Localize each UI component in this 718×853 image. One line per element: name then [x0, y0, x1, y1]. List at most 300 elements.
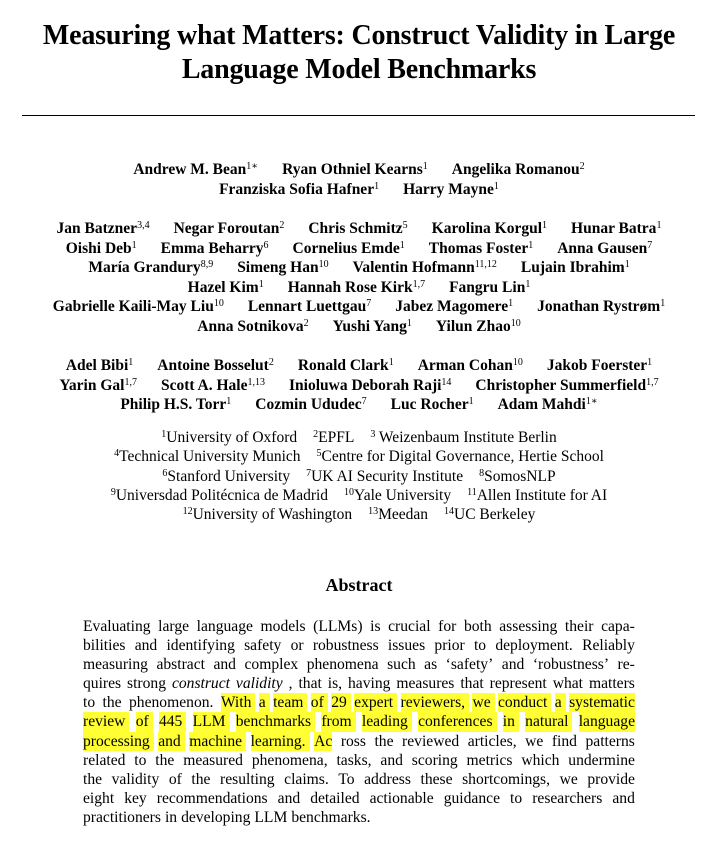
abstract-word: that [298, 675, 322, 693]
author-line [0, 297, 718, 317]
author-name: Christopher Summerfield [475, 376, 647, 394]
author-affiliation-mark: 1 [226, 396, 232, 407]
author-name: Chris Schmitz [308, 220, 403, 237]
affiliation [313, 428, 354, 447]
author-affiliation-mark: 2 [303, 317, 309, 329]
author-affiliation-mark: 11,12 [474, 259, 497, 270]
abstract-word: of [168, 770, 182, 788]
abstract-word: capa- [601, 618, 635, 635]
author [161, 239, 269, 259]
abstract-word: guidance [443, 789, 500, 807]
abstract-word: articles, [467, 732, 517, 750]
abstract-line [83, 732, 635, 751]
author-name: Adam Mahdi [497, 396, 586, 413]
abstract-word: as [424, 656, 438, 674]
affiliation [183, 505, 352, 524]
author-name: Emma Beharry [160, 239, 264, 257]
abstract-word: and [277, 789, 301, 807]
highlighted-word: benchmarks [235, 713, 312, 731]
title-rule [22, 115, 695, 116]
author-affiliation-mark: 1 [493, 180, 499, 192]
abstract-word: developing [181, 808, 251, 826]
abstract-word: to [83, 694, 96, 712]
affiliation-number: 9 [110, 486, 116, 498]
affiliation-name: Meedan [378, 506, 429, 524]
affiliation-number: 13 [368, 506, 379, 518]
author-line [0, 395, 718, 415]
author [391, 395, 474, 415]
abstract-word: in [164, 808, 178, 826]
abstract-word: the [191, 770, 211, 788]
author-name: Harry Mayne [403, 180, 494, 198]
author [475, 376, 658, 396]
highlighted-word: of [310, 694, 324, 712]
abstract-line [83, 789, 635, 808]
abstract-word: language [196, 618, 253, 635]
author-line [0, 317, 718, 337]
author-affiliation-mark: 1 [660, 298, 666, 309]
author-affiliation-mark: 10 [512, 357, 523, 368]
author-affiliation-mark: 1 [399, 239, 405, 251]
affiliation-number: 3 [370, 429, 376, 440]
highlighted-word: team [273, 694, 304, 712]
author-name: Luc Rocher [390, 396, 469, 413]
abstract-word: for [438, 618, 457, 635]
abstract-word: matters [588, 675, 635, 693]
highlighted-word: 445 [158, 713, 183, 731]
affiliation-number: 2 [313, 429, 319, 440]
author-name: Karolina Korgul [431, 220, 543, 237]
author-name: Jakob Foerster [546, 357, 648, 374]
author-affiliation-mark: 2 [579, 161, 585, 172]
author-name: Inioluwa Deborah Raji [288, 376, 442, 394]
abstract-word: validity [235, 675, 283, 693]
highlighted-word: we [472, 694, 491, 712]
author-affiliation-mark: 1 [624, 259, 630, 270]
abstract-word: the [374, 732, 394, 750]
author-name: Yilun Zhao [435, 317, 511, 335]
author-affiliation-mark: 1 [647, 357, 653, 368]
affiliation [467, 486, 607, 505]
author-group [0, 356, 718, 415]
author-affiliation-mark: 1,7 [124, 376, 137, 388]
author-affiliation-mark: 1 [388, 357, 394, 368]
highlighted-word: review [83, 713, 126, 731]
abstract-heading: Abstract [325, 575, 393, 595]
abstract-word: ross [340, 732, 366, 750]
author-name: Ryan Othniel Kearns [282, 161, 423, 178]
author-affiliation-mark: 1 [128, 357, 134, 368]
affiliation-name: Allen Institute for AI [476, 486, 608, 504]
author [219, 180, 379, 200]
highlighted-word: and [158, 732, 181, 750]
abstract-word: the [155, 751, 175, 769]
author [429, 239, 533, 259]
abstract-word: is [370, 618, 381, 635]
author-name: Jan Batzner [56, 220, 138, 237]
author-affiliation-mark: 1 [542, 220, 548, 231]
abstract-word: identifying [166, 637, 235, 655]
affiliation [444, 505, 535, 524]
abstract-word: abstract [156, 656, 205, 674]
author [282, 160, 428, 180]
abstract-word: provide [587, 770, 635, 788]
author-affiliation-mark: 1 [131, 239, 137, 251]
author [436, 317, 521, 337]
author-name: Thomas Foster [428, 239, 529, 257]
author-name: Jabez Magomere [395, 298, 509, 315]
author-affiliation-mark: 7 [361, 396, 367, 407]
abstract-line [83, 770, 635, 789]
abstract-word: and [612, 789, 635, 807]
abstract-word: Evaluating [83, 618, 151, 635]
affiliation [344, 486, 451, 505]
author-name: Antoine Bosselut [157, 357, 269, 374]
abstract-word: issues [387, 637, 426, 655]
highlighted-word: conferences [418, 713, 493, 731]
highlighted-word: processing [83, 732, 150, 750]
affiliation-list [0, 428, 718, 524]
highlighted-word: expert [354, 694, 394, 712]
author-name: Jonathan Rystrøm [537, 298, 661, 315]
affiliation-number: 11 [467, 486, 477, 498]
abstract-word: represent [489, 675, 547, 693]
author [174, 219, 285, 239]
affiliation [368, 505, 428, 524]
author-affiliation-mark: 14 [441, 376, 452, 388]
affiliation-line [0, 486, 718, 505]
abstract-word: and [213, 656, 236, 674]
abstract-word: these [420, 770, 453, 788]
affiliation [317, 447, 604, 466]
highlighted-word: of [135, 713, 149, 731]
author-affiliation-mark: 1 [406, 317, 412, 329]
author-line [0, 376, 718, 396]
abstract-word: strong [127, 675, 167, 693]
author-affiliation-mark: 2 [279, 220, 285, 231]
affiliation-line [0, 467, 718, 486]
author-line [0, 219, 718, 239]
author [403, 180, 499, 200]
author [133, 160, 258, 180]
abstract-word: safety [244, 637, 282, 655]
abstract-word: is, [327, 675, 343, 693]
abstract-word: , [288, 675, 293, 693]
abstract-word: assessing [499, 618, 558, 635]
affiliation-name: Universdad Politécnica de Madrid [115, 486, 329, 504]
abstract-word: having [347, 675, 391, 693]
abstract-word: actionable [369, 789, 434, 807]
affiliation-number: 6 [162, 467, 168, 479]
abstract-word: validity [111, 770, 160, 788]
affiliation-name: SomosNLP [484, 467, 556, 485]
abstract-word: metrics [466, 751, 513, 769]
affiliation-number: 4 [114, 448, 120, 460]
author-name: Angelika Romanou [451, 161, 580, 178]
affiliation [479, 467, 556, 486]
affiliation-number: 8 [479, 467, 485, 479]
highlighted-word: language [578, 713, 635, 731]
author [452, 160, 585, 180]
author-name: Gabrielle Kaili-May Liu [52, 298, 214, 315]
author [308, 219, 407, 239]
abstract-word: which [521, 751, 560, 769]
abstract-word: their [564, 618, 594, 635]
abstract-word: the [102, 694, 122, 712]
author-affiliation-mark: 2 [268, 357, 274, 368]
abstract-line [83, 693, 635, 712]
abstract-word: what [552, 675, 584, 693]
author-affiliation-mark: 1 [508, 298, 514, 309]
author [498, 395, 598, 415]
abstract-word: ‘safety’ [445, 656, 494, 674]
abstract-word: address [364, 770, 411, 788]
abstract-word: we [525, 732, 544, 750]
author [432, 219, 547, 239]
author-line [0, 160, 718, 180]
abstract-word: complex [244, 656, 299, 674]
author [298, 356, 394, 376]
author [537, 297, 665, 317]
author-affiliation-mark: 6 [263, 239, 269, 251]
affiliation-name: Technical University Munich [119, 448, 301, 466]
abstract-word: find [551, 732, 577, 750]
abstract-word: that [460, 675, 484, 693]
abstract-word: measures [396, 675, 455, 693]
author-affiliation-mark: 7 [366, 298, 372, 309]
author-line [0, 258, 718, 278]
affiliation-name: University of Washington [192, 506, 353, 524]
abstract-word: or [290, 637, 304, 655]
abstract-word: to [473, 637, 487, 655]
abstract-word: claims. [284, 770, 329, 788]
abstract-word: and [380, 751, 403, 769]
abstract-word: phenomenon. [128, 694, 214, 712]
author-name: Lennart Luettgau [247, 298, 367, 315]
abstract-word: quires [83, 675, 122, 693]
author-name: Arman Cohan [417, 357, 513, 374]
author-name: Cozmin Ududec [255, 396, 362, 413]
author-affiliation-mark: 1 [525, 278, 531, 290]
affiliation-number: 12 [182, 506, 193, 518]
affiliation-name: UK AI Security Institute [311, 467, 464, 485]
highlighted-word: machine [189, 732, 243, 750]
author-affiliation-mark: 1,7 [646, 376, 659, 388]
abstract-word: to [510, 789, 523, 807]
author-name: Adel Bibi [65, 357, 129, 374]
paper-title [10, 19, 708, 87]
abstract-word: phenomena [306, 656, 379, 674]
abstract-word: ‘robustness’ [532, 656, 610, 674]
abstract-word: and [501, 656, 525, 674]
abstract-line [83, 712, 635, 731]
abstract-word: measuring [83, 656, 148, 674]
affiliation [114, 447, 300, 466]
author [418, 356, 523, 376]
author-name: Andrew M. Bean [133, 161, 247, 178]
author [293, 239, 405, 259]
author [449, 278, 530, 298]
abstract-word: Reliably [582, 637, 635, 655]
author-affiliation-mark: 10 [318, 259, 329, 270]
author-name: Hannah Rose Kirk [287, 278, 413, 296]
author-name: Ronald Clark [297, 357, 389, 374]
title-line: Language Model Benchmarks [181, 54, 537, 85]
abstract-word: undermine [568, 751, 635, 769]
abstract-word: tasks, [336, 751, 372, 769]
abstract-word: construct [171, 675, 230, 693]
highlighted-word: leading [361, 713, 408, 731]
author [333, 317, 412, 337]
abstract-word: re- [617, 656, 635, 674]
author-name: Scott A. Hale [160, 376, 248, 394]
highlighted-word: learning. [250, 732, 306, 750]
abstract-word: such [387, 656, 416, 674]
author-affiliation-mark: 1 [528, 239, 534, 251]
author-affiliation-mark: 1∗ [585, 396, 598, 407]
author-name: Yarin Gal [59, 376, 125, 394]
abstract-word: large [158, 618, 190, 635]
title-line: Measuring what Matters: Construct Validity in Large [42, 20, 676, 51]
author-affiliation-mark: 1 [258, 278, 264, 290]
affiliation-name: University of Oxford [166, 429, 298, 446]
affiliation-number: 10 [344, 486, 355, 498]
highlighted-word: natural [525, 713, 569, 731]
affiliation-name: Stanford University [167, 467, 291, 485]
author-affiliation-mark: 7 [647, 239, 653, 251]
abstract-word: recommendations [156, 789, 268, 807]
highlighted-word: reviewers, [400, 694, 466, 712]
abstract-body [83, 617, 635, 827]
affiliation-name: Yale University [354, 486, 452, 504]
author [547, 356, 652, 376]
author [255, 395, 366, 415]
highlighted-word: 29 [331, 694, 347, 712]
author [353, 258, 497, 278]
author-name: Philip H.S. Torr [120, 396, 227, 413]
author-name: Fangru Lin [449, 278, 526, 296]
abstract-word: models [260, 618, 306, 635]
author-affiliation-mark: 1,13 [247, 376, 265, 388]
affiliation-number: 1 [161, 429, 167, 440]
author [571, 219, 661, 239]
author-affiliation-mark: 5 [402, 220, 408, 231]
author-name: Hunar Batra [571, 220, 657, 237]
abstract-word: prior [434, 637, 465, 655]
abstract-word: measured [183, 751, 243, 769]
author-affiliation-mark: 10 [510, 317, 521, 329]
author-name: Hazel Kim [187, 278, 259, 296]
author-line [0, 239, 718, 259]
abstract-line [83, 751, 635, 770]
abstract-word: robustness [312, 637, 379, 655]
author-name: Oishi Deb [65, 239, 132, 257]
affiliation-number: 14 [444, 506, 455, 518]
abstract-word: crucial [388, 618, 431, 635]
affiliation-name: Weizenbaum Institute Berlin [375, 429, 557, 446]
author [161, 376, 265, 396]
author-affiliation-mark: 1 [422, 161, 428, 172]
author-name: Cornelius Emde [292, 239, 400, 257]
author-name: Anna Gausen [557, 239, 648, 257]
author [557, 239, 652, 259]
author-affiliation-mark: 3,4 [137, 220, 150, 231]
abstract-word: related [83, 751, 126, 769]
affiliation-line [0, 505, 718, 524]
highlighted-word: With [220, 694, 252, 712]
abstract-line [83, 674, 635, 693]
author [521, 258, 630, 278]
author [188, 278, 264, 298]
affiliation-number: 5 [316, 448, 322, 460]
author [289, 376, 451, 396]
author-affiliation-mark: 1 [468, 396, 474, 407]
abstract-word: phenomena, [251, 751, 328, 769]
affiliation-name: Centre for Digital Governance, Hertie School [321, 448, 604, 466]
author-line [0, 278, 718, 298]
abstract-word: patterns [585, 732, 635, 750]
abstract-word: to [134, 751, 147, 769]
author-name: Lujain Ibrahim [520, 259, 625, 276]
abstract-line [83, 617, 635, 636]
abstract-word: reviewed [402, 732, 460, 750]
author [197, 317, 308, 337]
abstract-word: LLM [254, 808, 288, 826]
author [248, 297, 371, 317]
abstract-word: and [134, 637, 158, 655]
author [395, 297, 513, 317]
highlighted-word: a [554, 694, 562, 712]
affiliation [161, 428, 297, 447]
author [66, 356, 133, 376]
affiliation-line [0, 447, 718, 466]
affiliation-line [0, 428, 718, 447]
author-affiliation-mark: 1,7 [412, 278, 426, 290]
highlighted-word: a [258, 694, 266, 712]
affiliation [162, 467, 290, 486]
abstract-word: shortcomings, [462, 770, 551, 788]
affiliation [370, 428, 556, 447]
abstract-line [83, 636, 635, 655]
author [157, 356, 274, 376]
author [120, 395, 231, 415]
highlighted-word: in [502, 713, 515, 731]
abstract-word: deployment. [495, 637, 573, 655]
author-name: María Grandury [88, 259, 201, 276]
highlighted-word: LLM [192, 713, 226, 731]
author-group [0, 160, 718, 199]
author-name: Anna Sotnikova [197, 317, 304, 335]
highlighted-word: from [321, 713, 352, 731]
author-list [0, 160, 718, 415]
abstract-line [83, 808, 635, 827]
highlighted-word: systematic [569, 694, 635, 712]
author-affiliation-mark: 8,9 [200, 259, 214, 270]
abstract-word: both [463, 618, 492, 635]
author-affiliation-mark: 1 [656, 220, 662, 231]
abstract-word: we [559, 770, 578, 788]
abstract-word: bilities [83, 637, 126, 655]
author-line [0, 180, 718, 200]
author [57, 219, 150, 239]
affiliation-name: EPFL [318, 429, 355, 446]
author [237, 258, 328, 278]
abstract-word: practitioners [83, 808, 161, 826]
author-name: Simeng Han [237, 259, 319, 276]
author [59, 376, 137, 396]
author-affiliation-mark: 1∗ [246, 161, 259, 172]
highlighted-word: conduct [498, 694, 548, 712]
